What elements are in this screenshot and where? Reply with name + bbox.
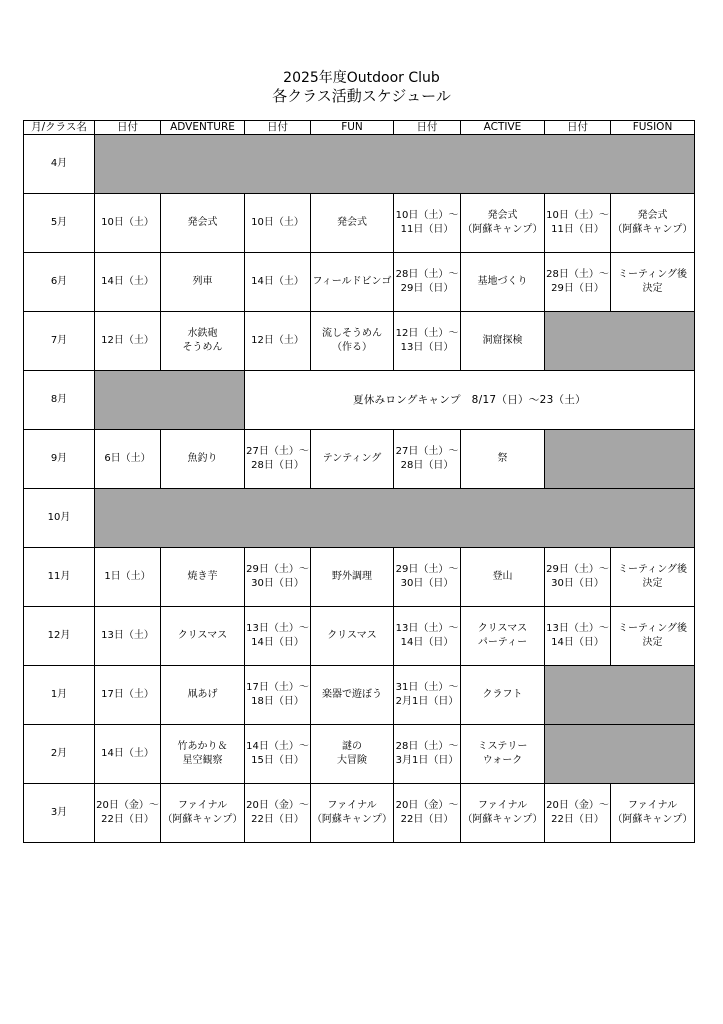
table-cell: 10日（土） <box>245 194 311 253</box>
table-cell: 29日（土）～ 30日（日） <box>545 548 611 607</box>
table-cell: 竹あかり＆ 星空観察 <box>161 725 245 784</box>
column-header: 月/クラス名 <box>24 121 95 135</box>
table-cell: クリスマス <box>311 607 394 666</box>
no-activity-cell <box>95 135 695 194</box>
document-subtitle: 各クラス活動スケジュール <box>272 87 451 105</box>
table-cell: 27日（土）～ 28日（日） <box>394 430 461 489</box>
table-cell: ミーティング後 決定 <box>611 607 695 666</box>
column-header: 日付 <box>245 121 311 135</box>
table-cell: 祭 <box>461 430 545 489</box>
table-cell: 28日（土）～ 3月1日（日） <box>394 725 461 784</box>
table-cell: 14日（土） <box>245 253 311 312</box>
table-cell: ファイナル （阿蘇キャンプ） <box>161 784 245 843</box>
no-activity-cell <box>95 371 245 430</box>
no-activity-cell <box>545 725 695 784</box>
table-cell: 6日（土） <box>95 430 161 489</box>
table-cell: 発会式 <box>311 194 394 253</box>
table-cell: 20日（金）～ 22日（日） <box>245 784 311 843</box>
table-cell: 12日（土）～ 13日（日） <box>394 312 461 371</box>
no-activity-cell <box>95 489 695 548</box>
month-cell: 5月 <box>24 194 95 253</box>
table-cell: 発会式 （阿蘇キャンプ） <box>611 194 695 253</box>
no-activity-cell <box>545 430 695 489</box>
table-cell: 10日（土） <box>95 194 161 253</box>
month-cell: 7月 <box>24 312 95 371</box>
table-cell: クリスマス <box>161 607 245 666</box>
table-cell: 28日（土）～ 29日（日） <box>545 253 611 312</box>
table-cell: テンティング <box>311 430 394 489</box>
table-cell: 発会式 <box>161 194 245 253</box>
schedule-body <box>24 135 695 843</box>
table-cell: 流しそうめん （作る） <box>311 312 394 371</box>
month-cell: 9月 <box>24 430 95 489</box>
table-cell: 13日（土）～ 14日（日） <box>545 607 611 666</box>
table-cell: 20日（金）～ 22日（日） <box>394 784 461 843</box>
no-activity-cell <box>545 666 695 725</box>
table-cell: 14日（土）～ 15日（日） <box>245 725 311 784</box>
month-cell: 6月 <box>24 253 95 312</box>
table-row <box>24 666 695 725</box>
month-cell: 10月 <box>24 489 95 548</box>
column-header: FUSION <box>611 121 695 135</box>
table-cell: 29日（土）～ 30日（日） <box>245 548 311 607</box>
month-cell: 3月 <box>24 784 95 843</box>
table-cell: 31日（土）～ 2月1日（日） <box>394 666 461 725</box>
table-cell: フィールドビンゴ <box>311 253 394 312</box>
table-cell: 14日（土） <box>95 253 161 312</box>
table-cell: 17日（土） <box>95 666 161 725</box>
table-cell: 1日（土） <box>95 548 161 607</box>
month-cell: 11月 <box>24 548 95 607</box>
month-cell: 8月 <box>24 371 95 430</box>
table-row <box>24 784 695 843</box>
table-cell: 28日（土）～ 29日（日） <box>394 253 461 312</box>
table-cell: ミーティング後 決定 <box>611 548 695 607</box>
table-cell: 20日（金）～ 22日（日） <box>95 784 161 843</box>
table-cell: 12日（土） <box>95 312 161 371</box>
schedule-table <box>23 120 695 843</box>
column-header: ACTIVE <box>461 121 545 135</box>
month-cell: 1月 <box>24 666 95 725</box>
header-row <box>24 121 695 135</box>
table-cell: クラフト <box>461 666 545 725</box>
table-cell: ファイナル （阿蘇キャンプ） <box>461 784 545 843</box>
table-row <box>24 548 695 607</box>
table-cell: 列車 <box>161 253 245 312</box>
table-cell: 20日（金）～ 22日（日） <box>545 784 611 843</box>
table-cell: ミステリー ウォーク <box>461 725 545 784</box>
table-cell: 登山 <box>461 548 545 607</box>
table-cell: 13日（土）～ 14日（日） <box>394 607 461 666</box>
table-cell: ファイナル （阿蘇キャンプ） <box>311 784 394 843</box>
table-cell: 14日（土） <box>95 725 161 784</box>
table-cell: 基地づくり <box>461 253 545 312</box>
table-cell: 魚釣り <box>161 430 245 489</box>
table-cell: 焼き芋 <box>161 548 245 607</box>
table-cell: 12日（土） <box>245 312 311 371</box>
table-cell: 楽器で遊ぼう <box>311 666 394 725</box>
table-row <box>24 607 695 666</box>
column-header: FUN <box>311 121 394 135</box>
table-cell: 野外調理 <box>311 548 394 607</box>
table-cell: 水鉄砲 そうめん <box>161 312 245 371</box>
table-cell: ミーティング後 決定 <box>611 253 695 312</box>
table-cell: 27日（土）～ 28日（日） <box>245 430 311 489</box>
month-cell: 4月 <box>24 135 95 194</box>
table-cell: ファイナル （阿蘇キャンプ） <box>611 784 695 843</box>
table-row <box>24 489 695 548</box>
table-cell: 29日（土）～ 30日（日） <box>394 548 461 607</box>
column-header: 日付 <box>394 121 461 135</box>
table-row <box>24 371 695 430</box>
table-row <box>24 135 695 194</box>
banner-cell: 夏休みロングキャンプ 8/17（日）～23（土） <box>245 371 695 430</box>
table-cell: 17日（土）～ 18日（日） <box>245 666 311 725</box>
month-cell: 2月 <box>24 725 95 784</box>
table-cell: 洞窟探検 <box>461 312 545 371</box>
document-title: 2025年度Outdoor Club <box>283 70 440 86</box>
table-row <box>24 312 695 371</box>
table-cell: 13日（土） <box>95 607 161 666</box>
table-cell: 発会式 （阿蘇キャンプ） <box>461 194 545 253</box>
column-header: 日付 <box>545 121 611 135</box>
table-cell: 13日（土）～ 14日（日） <box>245 607 311 666</box>
column-header: 日付 <box>95 121 161 135</box>
table-cell: クリスマス パーティー <box>461 607 545 666</box>
table-cell: 10日（土）～ 11日（日） <box>545 194 611 253</box>
table-row <box>24 253 695 312</box>
table-row <box>24 194 695 253</box>
table-cell: 謎の 大冒険 <box>311 725 394 784</box>
table-cell: 10日（土）～ 11日（日） <box>394 194 461 253</box>
column-header: ADVENTURE <box>161 121 245 135</box>
table-row <box>24 725 695 784</box>
table-cell: 凧あげ <box>161 666 245 725</box>
month-cell: 12月 <box>24 607 95 666</box>
table-row <box>24 430 695 489</box>
no-activity-cell <box>545 312 695 371</box>
